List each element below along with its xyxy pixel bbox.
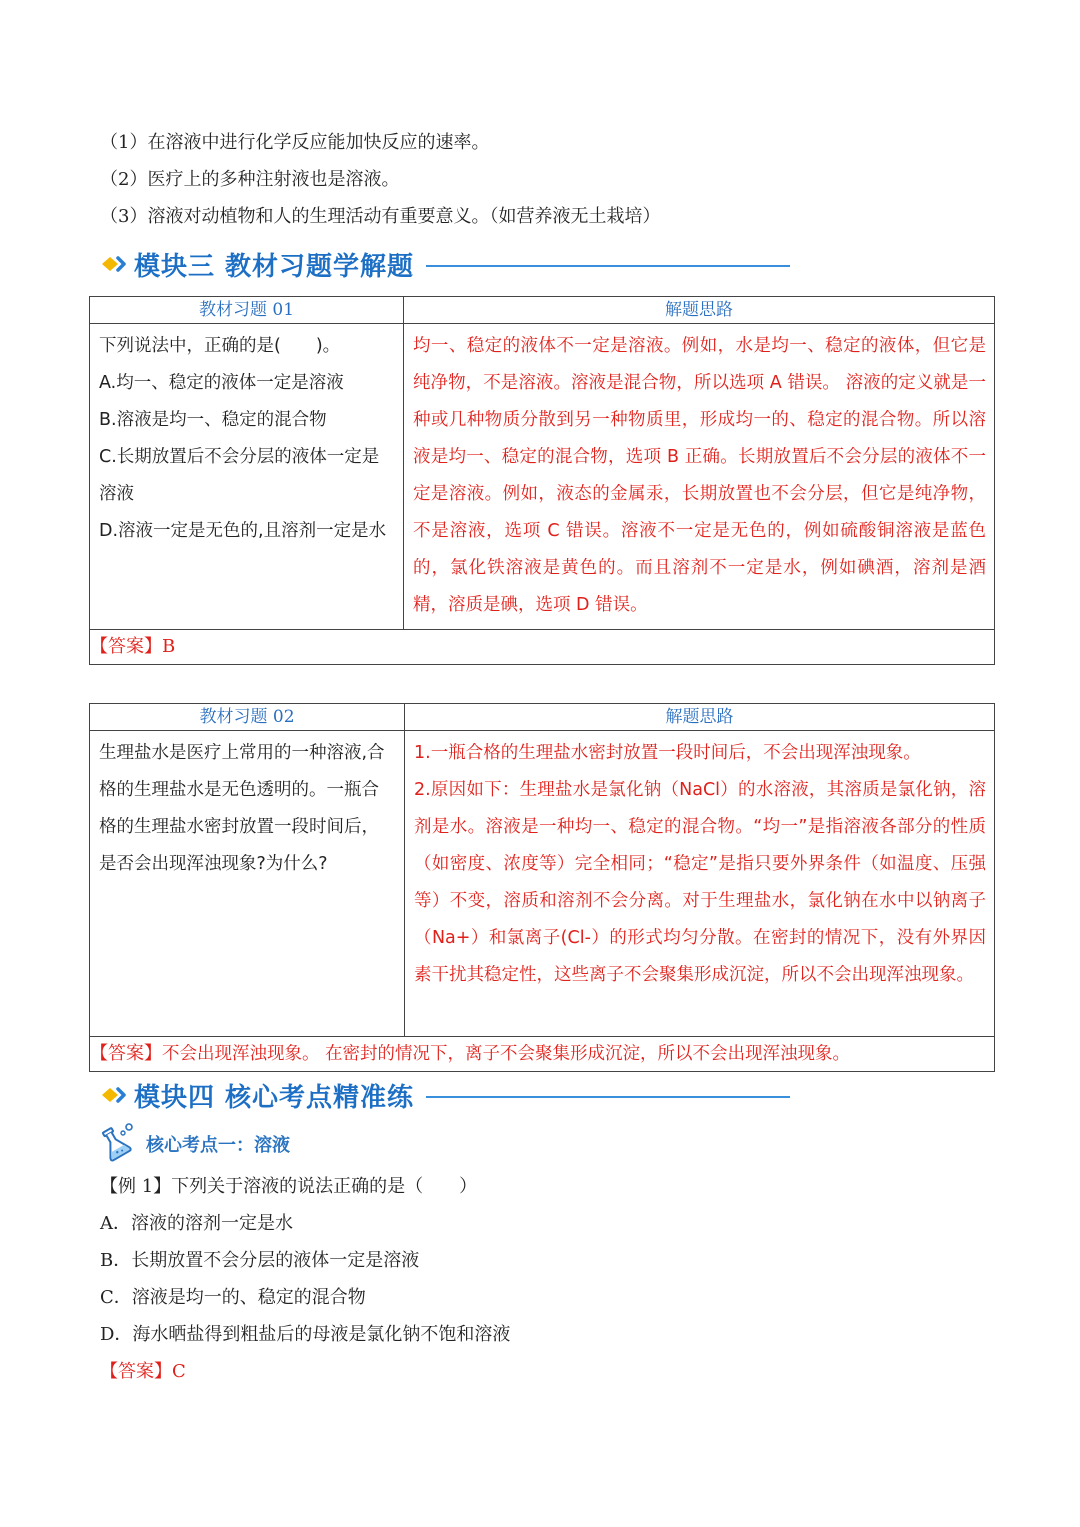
- exercise-01-analysis-header: 解题思路: [404, 297, 995, 324]
- exercise-02-analysis-header: 解题思路: [405, 704, 995, 731]
- exercise-01-header: 教材习题 01: [90, 297, 404, 324]
- core-point-heading: [96, 1122, 290, 1166]
- example-1-question: 【例 1】下列关于溶液的说法正确的是（ ）: [100, 1176, 478, 1197]
- exercise-02-header: 教材习题 02: [90, 704, 405, 731]
- exercise-02-question-cell: [90, 731, 405, 1037]
- answer-label: 【答案】: [100, 1361, 172, 1382]
- exercise-02-question: 生理盐水是医疗上常用的一种溶液,合格的生理盐水是无色透明的。一瓶合格的生理盐水密封放置一段时间后，是否会出现浑浊现象?为什么?: [99, 743, 385, 874]
- module-3-rule: [426, 265, 790, 267]
- answer-value: 不会出现浑浊现象。 在密封的情况下，离子不会聚集形成沉淀，所以不会出现浑浊现象。: [162, 1044, 851, 1064]
- flask-icon: [96, 1122, 136, 1166]
- answer-value: B: [162, 636, 176, 657]
- intro-line-1: （1）在溶液中进行化学反应能加快反应的速率。: [100, 132, 490, 153]
- exercise-02-answer: [90, 1037, 995, 1072]
- exercise-01-question: 下列说法中，正确的是( )。: [99, 336, 341, 356]
- exercise-01-option-d: D.溶液一定是无色的,且溶剂一定是水: [99, 521, 387, 541]
- intro-line-2: （2）医疗上的多种注射液也是溶液。: [100, 169, 400, 190]
- exercise-02-analysis-1: 1.一瓶合格的生理盐水密封放置一段时间后，不会出现浑浊现象。: [414, 743, 921, 763]
- example-1-answer: [100, 1360, 186, 1384]
- answer-label: 【答案】: [90, 636, 162, 657]
- exercise-01-analysis: 均一、稳定的液体不一定是溶液。例如，水是均一、稳定的液体，但它是纯净物，不是溶液。溶液是混合物，所以选项 A 错误。 溶液的定义就是一种或几种物质分散到另一种物质里，形成均一的、稳定的混合物。所以溶液是均一、稳定的混合物，选项 B 正确。长期放置后不会分层的液体不一定是溶液。例如，液态的金属汞，长期放置也不会分层，但它是纯净物，不是溶液，选项 C 错误。溶液不一定是无色的，例如硫酸铜溶液是蓝色的，氯化铁溶液是黄色的。而且溶剂不一定是水，例如碘酒，溶剂是酒精，溶质是碘，选项 D 错误。: [413, 336, 986, 615]
- example-1-option-c: C．溶液是均一的、稳定的混合物: [100, 1287, 366, 1308]
- double-chevron-icon: [100, 252, 132, 276]
- exercise-01-table: [89, 296, 995, 665]
- exercise-02-analysis-2: 2.原因如下：生理盐水是氯化钠（NaCl）的水溶液，其溶质是氯化钠，溶剂是水。溶液是一种均一、稳定的混合物。“均一”是指溶液各部分的性质（如密度、浓度等）完全相同；“稳定”是指只要外界条件（如温度、压强等）不变，溶质和溶剂不会分离。对于生理盐水，氯化钠在水中以钠离子（Na+）和氯离子(Cl-）的形式均匀分散。在密封的情况下，没有外界因素干扰其稳定性，这些离子不会聚集形成沉淀，所以不会出现浑浊现象。: [414, 780, 986, 985]
- exercise-01-option-b: B.溶液是均一、稳定的混合物: [99, 410, 327, 430]
- answer-value: C: [172, 1361, 186, 1382]
- exercise-02-table: [89, 703, 995, 1072]
- double-chevron-icon: [100, 1083, 132, 1107]
- exercise-01-question-cell: [90, 324, 404, 630]
- module-4-rule: [426, 1096, 790, 1098]
- exercise-01-option-a: A.均一、稳定的液体一定是溶液: [99, 373, 344, 393]
- exercise-01-answer: [90, 630, 995, 665]
- example-1-option-d: D．海水晒盐得到粗盐后的母液是氯化钠不饱和溶液: [100, 1324, 511, 1345]
- intro-line-3: （3）溶液对动植物和人的生理活动有重要意义。（如营养液无土栽培）: [100, 206, 661, 227]
- exercise-01-option-c: C.长期放置后不会分层的液体一定是溶液: [99, 447, 380, 504]
- module-4-header: [100, 1075, 790, 1115]
- module-3-header: [100, 244, 790, 284]
- answer-label: 【答案】: [90, 1043, 162, 1064]
- exercise-01-analysis-cell: [404, 324, 995, 630]
- module-3-title: 模块三 教材习题学解题: [134, 251, 415, 282]
- exercise-02-analysis-cell: [405, 731, 995, 1037]
- module-4-title: 模块四 核心考点精准练: [134, 1082, 415, 1113]
- example-1-option-a: A．溶液的溶剂一定是水: [100, 1213, 293, 1234]
- example-1-option-b: B．长期放置不会分层的液体一定是溶液: [100, 1250, 420, 1271]
- core-point-title: 核心考点一：溶液: [146, 1135, 290, 1156]
